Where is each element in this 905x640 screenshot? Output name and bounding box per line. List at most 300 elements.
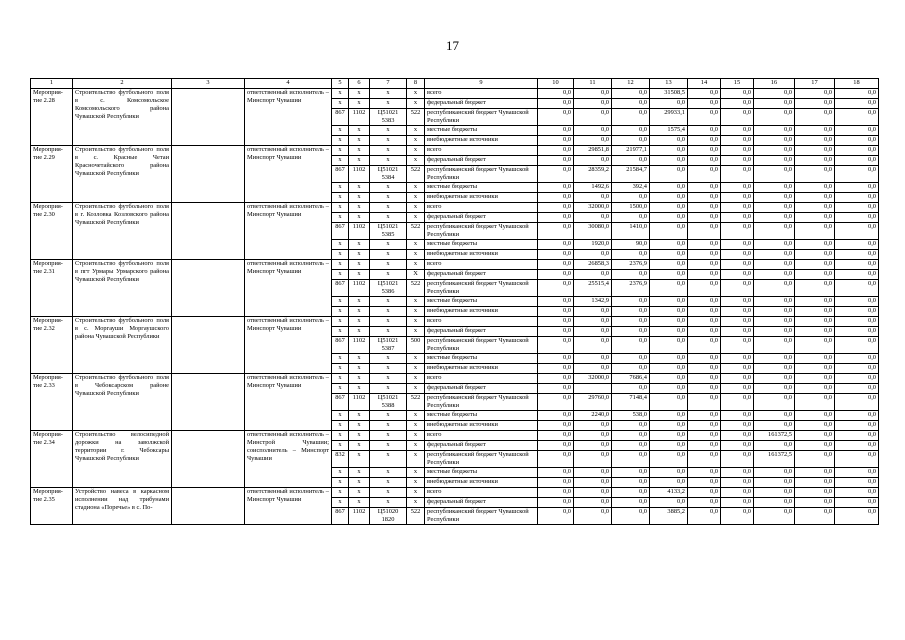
budget-code-c5: x bbox=[332, 441, 349, 451]
amount-cell: 0,0 bbox=[688, 240, 721, 250]
column-number: 1 bbox=[31, 79, 73, 89]
funding-source: республиканский бюджет Чувашской Республики bbox=[425, 337, 538, 354]
amount-cell: 0,0 bbox=[795, 156, 835, 166]
budget-code-c5: x bbox=[332, 156, 349, 166]
budget-code-c7: Ц51021 5385 bbox=[370, 223, 407, 240]
measure-id: Мероприя-тие 2.33 bbox=[31, 374, 73, 431]
amount-cell: 0,0 bbox=[688, 297, 721, 307]
budget-code-c6: x bbox=[349, 421, 370, 431]
budget-code-c5: 832 bbox=[332, 451, 349, 468]
responsible-blank bbox=[172, 317, 245, 374]
measure-title: Строительство футбольного поля в с. Красные Четаи Красночетайского района Чувашской Республики bbox=[73, 146, 172, 203]
budget-code-c5: x bbox=[332, 213, 349, 223]
amount-cell: 0,0 bbox=[612, 431, 650, 441]
amount-cell: 0,0 bbox=[688, 354, 721, 364]
amount-cell: 0,0 bbox=[795, 89, 835, 99]
table-row bbox=[31, 146, 879, 156]
amount-cell: 0,0 bbox=[538, 89, 574, 99]
amount-cell: 29760,0 bbox=[574, 394, 612, 411]
amount-cell: 0,0 bbox=[795, 203, 835, 213]
amount-cell: 0,0 bbox=[538, 213, 574, 223]
amount-cell: 0,0 bbox=[688, 317, 721, 327]
amount-cell: 0,0 bbox=[721, 193, 754, 203]
amount-cell: 392,4 bbox=[612, 183, 650, 193]
amount-cell: 0,0 bbox=[538, 240, 574, 250]
amount-cell: 0,0 bbox=[650, 260, 688, 270]
budget-code-c6: x bbox=[349, 384, 370, 394]
amount-cell: 0,0 bbox=[612, 307, 650, 317]
amount-cell: 0,0 bbox=[721, 451, 754, 468]
amount-cell: 0,0 bbox=[721, 354, 754, 364]
budget-code-c8: x bbox=[407, 374, 425, 384]
budget-code-c5: x bbox=[332, 364, 349, 374]
amount-cell: 0,0 bbox=[650, 183, 688, 193]
amount-cell: 0,0 bbox=[574, 327, 612, 337]
amount-cell: 0,0 bbox=[795, 354, 835, 364]
budget-code-c5: x bbox=[332, 240, 349, 250]
amount-cell: 0,0 bbox=[754, 421, 795, 431]
measure-executor: ответственный исполнитель – Минспорт Чувашии bbox=[245, 89, 332, 146]
amount-cell: 0,0 bbox=[538, 250, 574, 260]
budget-code-c5: x bbox=[332, 89, 349, 99]
amount-cell: 0,0 bbox=[835, 250, 879, 260]
amount-cell: 29933,1 bbox=[650, 109, 688, 126]
budget-code-c6: x bbox=[349, 126, 370, 136]
amount-cell: 0,0 bbox=[538, 260, 574, 270]
amount-cell: 0,0 bbox=[688, 136, 721, 146]
amount-cell: 0,0 bbox=[574, 250, 612, 260]
amount-cell: 0,0 bbox=[721, 441, 754, 451]
measure-executor: ответственный исполнитель – Минстрой Чувашии; соисполнитель – Минспорт Чувашии bbox=[245, 431, 332, 488]
amount-cell: 0,0 bbox=[721, 156, 754, 166]
budget-code-c6: x bbox=[349, 136, 370, 146]
column-number: 18 bbox=[835, 79, 879, 89]
amount-cell: 1575,4 bbox=[650, 126, 688, 136]
amount-cell: 0,0 bbox=[835, 384, 879, 394]
amount-cell: 0,0 bbox=[612, 488, 650, 498]
amount-cell: 0,0 bbox=[574, 317, 612, 327]
amount-cell: 0,0 bbox=[721, 478, 754, 488]
budget-code-c8: x bbox=[407, 451, 425, 468]
table-row bbox=[31, 488, 879, 498]
budget-code-c8: x bbox=[407, 99, 425, 109]
budget-code-c6: x bbox=[349, 354, 370, 364]
funding-source: внебюджетные источники bbox=[425, 250, 538, 260]
amount-cell: 0,0 bbox=[538, 488, 574, 498]
budget-code-c8: x bbox=[407, 240, 425, 250]
amount-cell: 0,0 bbox=[835, 421, 879, 431]
column-number: 12 bbox=[612, 79, 650, 89]
amount-cell: 0,0 bbox=[688, 99, 721, 109]
amount-cell: 0,0 bbox=[754, 364, 795, 374]
amount-cell: 0,0 bbox=[754, 508, 795, 525]
page-number: 17 bbox=[446, 38, 459, 53]
amount-cell: 0,0 bbox=[835, 441, 879, 451]
budget-code-c7: x bbox=[370, 146, 407, 156]
amount-cell: 0,0 bbox=[795, 99, 835, 109]
amount-cell: 0,0 bbox=[795, 394, 835, 411]
amount-cell: 0,0 bbox=[538, 280, 574, 297]
budget-code-c5: x bbox=[332, 203, 349, 213]
amount-cell: 0,0 bbox=[835, 183, 879, 193]
amount-cell: 31508,5 bbox=[650, 89, 688, 99]
amount-cell: 0,0 bbox=[754, 478, 795, 488]
budget-code-c7: x bbox=[370, 374, 407, 384]
amount-cell: 0,0 bbox=[650, 337, 688, 354]
column-number-row bbox=[31, 79, 879, 89]
amount-cell: 0,0 bbox=[795, 126, 835, 136]
amount-cell: 0,0 bbox=[612, 327, 650, 337]
budget-code-c7: x bbox=[370, 156, 407, 166]
amount-cell: 28359,2 bbox=[574, 166, 612, 183]
amount-cell: 0,0 bbox=[754, 468, 795, 478]
budget-code-c8: x bbox=[407, 478, 425, 488]
budget-code-c7: x bbox=[370, 126, 407, 136]
amount-cell: 0,0 bbox=[538, 156, 574, 166]
amount-cell: 0,0 bbox=[721, 317, 754, 327]
budget-code-c7: x bbox=[370, 317, 407, 327]
funding-source: федеральный бюджет bbox=[425, 327, 538, 337]
amount-cell: 25515,4 bbox=[574, 280, 612, 297]
amount-cell: 0,0 bbox=[612, 364, 650, 374]
amount-cell: 0,0 bbox=[538, 146, 574, 156]
amount-cell: 0,0 bbox=[650, 240, 688, 250]
amount-cell: 7686,4 bbox=[612, 374, 650, 384]
amount-cell: 0,0 bbox=[538, 223, 574, 240]
budget-code-c8: x bbox=[407, 213, 425, 223]
budget-code-c8: x bbox=[407, 203, 425, 213]
budget-code-c5: x bbox=[332, 146, 349, 156]
budget-code-c8: 522 bbox=[407, 508, 425, 525]
budget-code-c6: x bbox=[349, 297, 370, 307]
measure-executor: ответственный исполнитель – Минспорт Чувашии bbox=[245, 317, 332, 374]
amount-cell: 0,0 bbox=[574, 136, 612, 146]
amount-cell: 0,0 bbox=[538, 478, 574, 488]
amount-cell: 0,0 bbox=[721, 431, 754, 441]
responsible-blank bbox=[172, 203, 245, 260]
budget-code-c6: x bbox=[349, 411, 370, 421]
budget-code-c8: x bbox=[407, 183, 425, 193]
measure-title: Строительство футбольного поля в пгт Урмары Урмарского района Чувашской Республики bbox=[73, 260, 172, 317]
budget-code-c8: x bbox=[407, 297, 425, 307]
amount-cell: 0,0 bbox=[721, 240, 754, 250]
funding-source: внебюджетные источники bbox=[425, 421, 538, 431]
budget-code-c5: x bbox=[332, 260, 349, 270]
amount-cell: 0,0 bbox=[721, 411, 754, 421]
amount-cell: 0,0 bbox=[754, 136, 795, 146]
funding-source: федеральный бюджет bbox=[425, 441, 538, 451]
column-number: 5 bbox=[332, 79, 349, 89]
amount-cell: 0,0 bbox=[612, 99, 650, 109]
funding-source: внебюджетные источники bbox=[425, 307, 538, 317]
amount-cell: 0,0 bbox=[688, 384, 721, 394]
budget-code-c6: x bbox=[349, 203, 370, 213]
amount-cell: 0,0 bbox=[612, 508, 650, 525]
amount-cell: 0,0 bbox=[650, 146, 688, 156]
funding-source: всего bbox=[425, 146, 538, 156]
amount-cell: 161372,5 bbox=[754, 451, 795, 468]
budget-code-c7: Ц51021 5387 bbox=[370, 337, 407, 354]
amount-cell: 0,0 bbox=[538, 354, 574, 364]
funding-source: внебюджетные источники bbox=[425, 193, 538, 203]
amount-cell: 0,0 bbox=[688, 89, 721, 99]
amount-cell: 0,0 bbox=[795, 240, 835, 250]
amount-cell: 0,0 bbox=[574, 364, 612, 374]
amount-cell: 0,0 bbox=[835, 99, 879, 109]
amount-cell: 0,0 bbox=[835, 109, 879, 126]
amount-cell: 0,0 bbox=[795, 374, 835, 384]
amount-cell: 0,0 bbox=[688, 478, 721, 488]
measure-executor: ответственный исполнитель – Минспорт Чувашии bbox=[245, 203, 332, 260]
measure-id: Мероприя-тие 2.32 bbox=[31, 317, 73, 374]
amount-cell: 0,0 bbox=[835, 260, 879, 270]
budget-code-c7: x bbox=[370, 451, 407, 468]
budget-code-c8: x bbox=[407, 307, 425, 317]
amount-cell: 0,0 bbox=[721, 374, 754, 384]
budget-code-c5: x bbox=[332, 193, 349, 203]
amount-cell: 1342,9 bbox=[574, 297, 612, 307]
budget-code-c7: Ц51021 5383 bbox=[370, 109, 407, 126]
budget-code-c5: x bbox=[332, 431, 349, 441]
amount-cell: 0,0 bbox=[754, 193, 795, 203]
measure-title: Строительство футбольного поля в с. Моргауши Моргаушского района Чувашской Республики bbox=[73, 317, 172, 374]
amount-cell: 0,0 bbox=[721, 166, 754, 183]
amount-cell: 0,0 bbox=[721, 280, 754, 297]
amount-cell: 0,0 bbox=[721, 364, 754, 374]
amount-cell: 0,0 bbox=[721, 508, 754, 525]
amount-cell: 0,0 bbox=[754, 498, 795, 508]
column-number: 3 bbox=[172, 79, 245, 89]
budget-code-c7: x bbox=[370, 297, 407, 307]
amount-cell: 0,0 bbox=[650, 394, 688, 411]
amount-cell: 0,0 bbox=[688, 431, 721, 441]
funding-source: всего bbox=[425, 317, 538, 327]
funding-source: федеральный бюджет bbox=[425, 384, 538, 394]
funding-source: федеральный бюджет bbox=[425, 99, 538, 109]
amount-cell: 0,0 bbox=[835, 394, 879, 411]
amount-cell: 0,0 bbox=[795, 327, 835, 337]
table-row bbox=[31, 374, 879, 384]
amount-cell: 0,0 bbox=[795, 508, 835, 525]
amount-cell: 0,0 bbox=[835, 411, 879, 421]
measure-title: Строительство футбольного поля в с. Комсомольское Комсомольского района Чувашской Республики bbox=[73, 89, 172, 146]
amount-cell: 0,0 bbox=[795, 478, 835, 488]
amount-cell: 0,0 bbox=[650, 451, 688, 468]
amount-cell: 0,0 bbox=[688, 223, 721, 240]
amount-cell: 0,0 bbox=[688, 146, 721, 156]
amount-cell: 0,0 bbox=[835, 203, 879, 213]
amount-cell: 0,0 bbox=[538, 337, 574, 354]
amount-cell: 0,0 bbox=[721, 203, 754, 213]
budget-code-c5: 867 bbox=[332, 394, 349, 411]
budget-code-c7: x bbox=[370, 193, 407, 203]
amount-cell: 0,0 bbox=[835, 451, 879, 468]
amount-cell: 0,0 bbox=[795, 223, 835, 240]
budget-code-c6: x bbox=[349, 317, 370, 327]
amount-cell: 0,0 bbox=[538, 468, 574, 478]
amount-cell: 0,0 bbox=[754, 337, 795, 354]
budget-code-c8: 522 bbox=[407, 223, 425, 240]
amount-cell: 0,0 bbox=[688, 250, 721, 260]
amount-cell: 0,0 bbox=[754, 307, 795, 317]
amount-cell: 0,0 bbox=[795, 250, 835, 260]
amount-cell: 0,0 bbox=[650, 213, 688, 223]
amount-cell: 0,0 bbox=[574, 307, 612, 317]
amount-cell: 0,0 bbox=[650, 431, 688, 441]
amount-cell: 90,0 bbox=[612, 240, 650, 250]
table-row bbox=[31, 431, 879, 441]
amount-cell: 0,0 bbox=[754, 166, 795, 183]
budget-code-c6: x bbox=[349, 270, 370, 280]
amount-cell: 0,0 bbox=[688, 498, 721, 508]
budget-code-c6: x bbox=[349, 193, 370, 203]
amount-cell: 0,0 bbox=[835, 270, 879, 280]
budget-code-c8: 522 bbox=[407, 394, 425, 411]
amount-cell: 0,0 bbox=[795, 337, 835, 354]
funding-source: местные бюджеты bbox=[425, 240, 538, 250]
amount-cell: 0,0 bbox=[754, 203, 795, 213]
amount-cell: 0,0 bbox=[650, 223, 688, 240]
amount-cell: 0,0 bbox=[538, 317, 574, 327]
amount-cell: 0,0 bbox=[650, 136, 688, 146]
amount-cell: 0,0 bbox=[835, 364, 879, 374]
budget-code-c7: x bbox=[370, 327, 407, 337]
amount-cell: 0,0 bbox=[688, 488, 721, 498]
budget-code-c6: x bbox=[349, 99, 370, 109]
amount-cell: 0,0 bbox=[754, 213, 795, 223]
amount-cell: 0,0 bbox=[538, 307, 574, 317]
budget-code-c7: x bbox=[370, 89, 407, 99]
amount-cell: 0,0 bbox=[754, 270, 795, 280]
amount-cell: 2376,9 bbox=[612, 260, 650, 270]
funding-source: республиканский бюджет Чувашской Республики bbox=[425, 223, 538, 240]
budget-code-c6: x bbox=[349, 478, 370, 488]
budget-code-c8: x bbox=[407, 441, 425, 451]
column-number: 14 bbox=[688, 79, 721, 89]
amount-cell: 3885,2 bbox=[650, 508, 688, 525]
budget-code-c5: x bbox=[332, 297, 349, 307]
budget-code-c6: x bbox=[349, 213, 370, 223]
amount-cell: 0,0 bbox=[612, 297, 650, 307]
budget-code-c5: x bbox=[332, 317, 349, 327]
amount-cell: 0,0 bbox=[754, 250, 795, 260]
budget-code-c6: x bbox=[349, 327, 370, 337]
amount-cell: 21977,1 bbox=[612, 146, 650, 156]
budget-code-c7: x bbox=[370, 99, 407, 109]
funding-source: местные бюджеты bbox=[425, 411, 538, 421]
amount-cell: 0,0 bbox=[574, 156, 612, 166]
amount-cell: 0,0 bbox=[754, 411, 795, 421]
amount-cell: 0,0 bbox=[688, 193, 721, 203]
amount-cell: 0,0 bbox=[835, 297, 879, 307]
amount-cell: 0,0 bbox=[650, 327, 688, 337]
amount-cell: 0,0 bbox=[795, 488, 835, 498]
amount-cell: 0,0 bbox=[574, 270, 612, 280]
budget-code-c7: x bbox=[370, 183, 407, 193]
measure-executor: ответственный исполнитель – Минспорт Чувашии bbox=[245, 374, 332, 431]
amount-cell: 0,0 bbox=[650, 317, 688, 327]
amount-cell bbox=[574, 384, 612, 394]
amount-cell: 0,0 bbox=[574, 451, 612, 468]
amount-cell: 0,0 bbox=[538, 431, 574, 441]
budget-code-c5: 867 bbox=[332, 223, 349, 240]
amount-cell: 0,0 bbox=[688, 156, 721, 166]
amount-cell: 0,0 bbox=[688, 280, 721, 297]
amount-cell: 0,0 bbox=[612, 384, 650, 394]
measure-id: Мероприя-тие 2.35 bbox=[31, 488, 73, 525]
amount-cell: 0,0 bbox=[721, 394, 754, 411]
budget-code-c8: 500 bbox=[407, 337, 425, 354]
amount-cell: 0,0 bbox=[538, 193, 574, 203]
amount-cell: 0,0 bbox=[538, 203, 574, 213]
budget-code-c5: x bbox=[332, 374, 349, 384]
amount-cell: 0,0 bbox=[650, 250, 688, 260]
amount-cell: 0,0 bbox=[721, 223, 754, 240]
amount-cell: 0,0 bbox=[574, 337, 612, 354]
amount-cell: 0,0 bbox=[754, 223, 795, 240]
amount-cell: 0,0 bbox=[538, 508, 574, 525]
budget-code-c8: x bbox=[407, 126, 425, 136]
funding-source: всего bbox=[425, 89, 538, 99]
amount-cell: 1410,0 bbox=[612, 223, 650, 240]
amount-cell: 0,0 bbox=[650, 441, 688, 451]
amount-cell: 0,0 bbox=[612, 468, 650, 478]
funding-source: внебюджетные источники bbox=[425, 136, 538, 146]
amount-cell: 0,0 bbox=[795, 183, 835, 193]
budget-code-c7: x bbox=[370, 498, 407, 508]
budget-code-c7: x bbox=[370, 240, 407, 250]
budget-code-c7: x bbox=[370, 441, 407, 451]
amount-cell: 0,0 bbox=[835, 468, 879, 478]
column-number: 15 bbox=[721, 79, 754, 89]
amount-cell: 0,0 bbox=[688, 307, 721, 317]
budget-code-c6: x bbox=[349, 307, 370, 317]
amount-cell: 32000,0 bbox=[574, 374, 612, 384]
budget-code-c7: x bbox=[370, 411, 407, 421]
funding-source: республиканский бюджет Чувашской Республики bbox=[425, 280, 538, 297]
measure-id: Мероприя-тие 2.34 bbox=[31, 431, 73, 488]
amount-cell: 0,0 bbox=[795, 109, 835, 126]
amount-cell: 0,0 bbox=[538, 411, 574, 421]
funding-source: федеральный бюджет bbox=[425, 270, 538, 280]
responsible-blank bbox=[172, 260, 245, 317]
amount-cell: 0,0 bbox=[612, 89, 650, 99]
amount-cell: 0,0 bbox=[721, 250, 754, 260]
amount-cell: 0,0 bbox=[721, 468, 754, 478]
amount-cell: 0,0 bbox=[612, 270, 650, 280]
column-number: 4 bbox=[245, 79, 332, 89]
amount-cell: 0,0 bbox=[538, 394, 574, 411]
funding-source: внебюджетные источники bbox=[425, 364, 538, 374]
budget-code-c8: X bbox=[407, 270, 425, 280]
amount-cell: 0,0 bbox=[612, 193, 650, 203]
measure-title: Устройство навеса в каркасном исполнении над трибунами стадиона «Поречье» в с. По- bbox=[73, 488, 172, 525]
amount-cell: 0,0 bbox=[754, 280, 795, 297]
amount-cell: 0,0 bbox=[650, 280, 688, 297]
budget-code-c8: x bbox=[407, 146, 425, 156]
amount-cell: 0,0 bbox=[721, 146, 754, 156]
amount-cell: 538,0 bbox=[612, 411, 650, 421]
amount-cell: 0,0 bbox=[795, 498, 835, 508]
amount-cell: 0,0 bbox=[574, 498, 612, 508]
budget-code-c6: x bbox=[349, 146, 370, 156]
amount-cell: 0,0 bbox=[754, 126, 795, 136]
budget-code-c6: x bbox=[349, 240, 370, 250]
amount-cell: 0,0 bbox=[795, 307, 835, 317]
budget-code-c7: x bbox=[370, 136, 407, 146]
budget-code-c7: x bbox=[370, 488, 407, 498]
funding-source: местные бюджеты bbox=[425, 354, 538, 364]
